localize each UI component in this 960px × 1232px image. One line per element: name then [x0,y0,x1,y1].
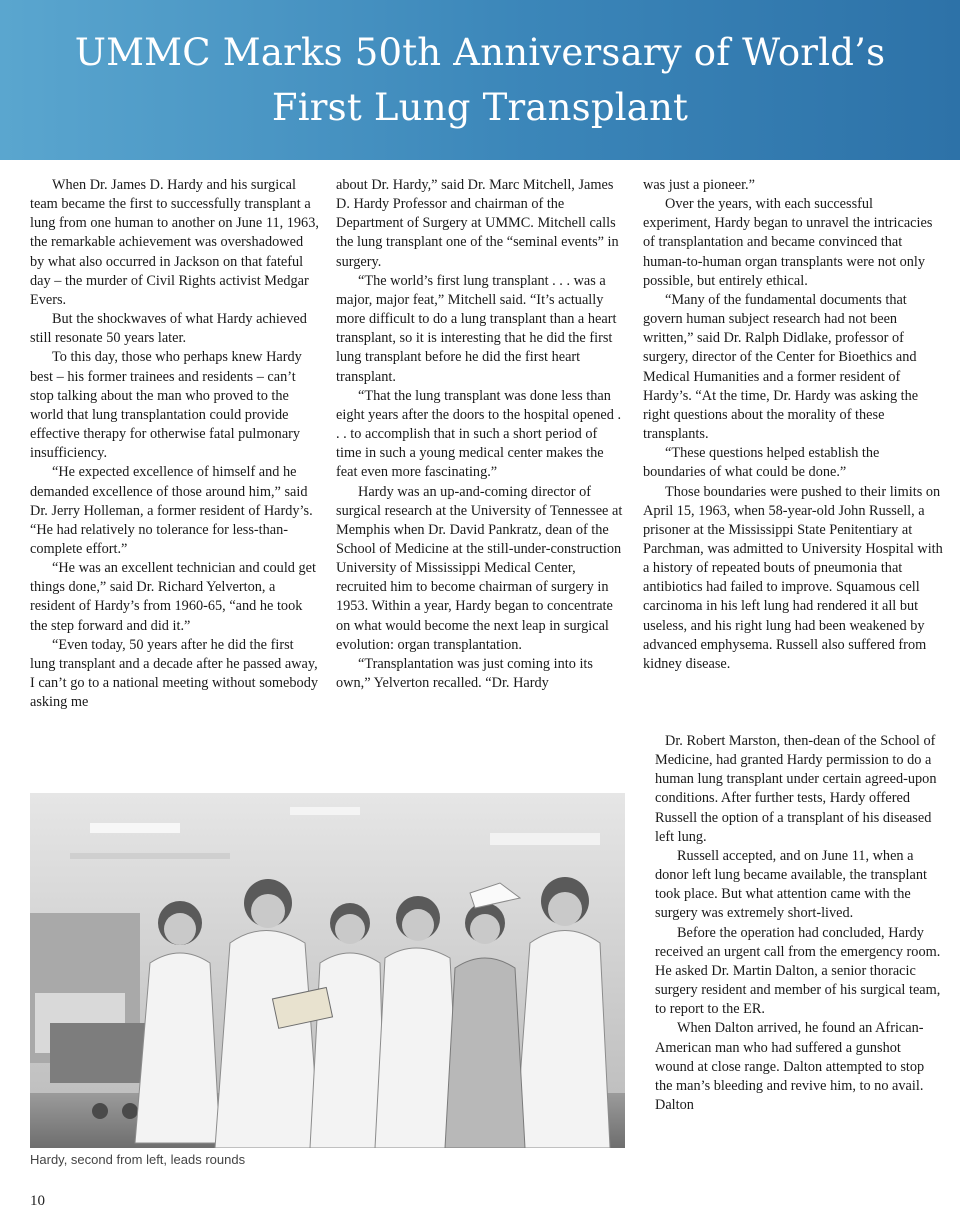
title-banner [0,0,960,160]
photo-illustration [30,793,625,1148]
paragraph: Dr. Robert Marston, then-dean of the School of Medicine, had granted Hardy permission to do a human lung transplant under certain agreed-upon conditions. After further tests, Hardy offered Russell the option of a transplant of his diseased left lung. [655,733,937,845]
paragraph: “Many of the fundamental documents that govern human subject research had not been written,” said Dr. Ralph Didlake, professor of surgery, director of the Center for Bioethics and Medical Humanities and a former resident of Hardy’s. “At the time, Dr. Hardy was asking the right questions about the morality of these transplants. [643,291,919,443]
paragraph: But the shockwaves of what Hardy achieved still resonate 50 years later. [30,311,307,347]
paragraph: about Dr. Hardy,” said Dr. Marc Mitchell, James D. Hardy Professor and chairman of the Department of Surgery at UMMC. Mitchell calls the lung transplant one of the “seminal events” in surgery. [336,177,619,270]
article-column-1 [30,176,320,712]
paragraph: “He was an excellent technician and could get things done,” said Dr. Richard Yelverton, a resident of Hardy’s from 1960-65, “and he took the step forward and did it.” [30,560,316,634]
rounds-photo [30,793,625,1148]
paragraph: Over the years, with each successful experiment, Hardy began to unravel the intricacies of transplantation and became convinced that human-to-human organ transplants were not only possible, but entirely ethical. [643,196,933,289]
paragraph: “Even today, 50 years after he did the first lung transplant and a decade after he passed away, I can’t go to a national meeting without somebody asking me [30,636,318,711]
paragraph: “These questions helped establish the boundaries of what could be done.” [643,445,880,481]
paragraph: To this day, those who perhaps knew Hardy best – his former trainees and residents – can’t stop talking about the man who proved to the world that lung transplantation could provide effective therapy for otherwise fatal pulmonary insufficiency. [30,349,302,462]
page-number: 10 [30,1193,45,1209]
article-column-2 [336,176,626,693]
paragraph: Before the operation had concluded, Hardy received an urgent call from the emergency room. He asked Dr. Martin Dalton, a senior thoracic surgery resident and member of his surgical team, to report to the ER. [655,924,941,1018]
article-title: UMMC Marks 50th Anniversary of World’s First Lung Transplant [74,31,886,129]
paragraph: Those boundaries were pushed to their limits on April 15, 1963, when 58-year-old John Russell, a prisoner at the Mississippi State Penitentiary at Parchman, was admitted to University Hospital with a history of repeated bouts of pneumonia that antibiotics had failed to improve. Squamous cell carcinoma in his left lung had rendered it all but useless, and his right lung had been weakened by advanced emphysema. Russell also suffered from kidney disease. [643,483,943,672]
paragraph: When Dalton arrived, he found an African-American man who had suffered a gunshot wound at close range. Dalton attempted to stop the man’s bleeding and revive him, to no avail. Dalton [655,1020,925,1113]
paragraph: “He expected excellence of himself and he demanded excellence of those around him,” said Dr. Jerry Holleman, a former resident of Hardy’s. “He had relatively no tolerance for less-than-complete effort.” [30,464,313,557]
article-column-3-top [643,176,943,674]
paragraph: Hardy was an up-and-coming director of surgical research at the University of Tennessee at Memphis when Dr. David Pankratz, dean of the School of Medicine at the still-under-construction University of Mississippi Medical Center, recruited him to become chairman of surgery in 1953. Within a year, Hardy began to concentrate on what would become the next leap in surgical evolution: organ transplantation. [336,483,623,653]
photo-caption: Hardy, second from left, leads rounds [30,1152,246,1167]
paragraph: was just a pioneer.” [643,177,755,193]
paragraph: “Transplantation was just coming into its own,” Yelverton recalled. “Dr. Hardy [336,655,593,692]
paragraph: Russell accepted, and on June 11, when a donor left lung became available, the transplant took place. But what attention came with the surgery was extremely short-lived. [655,847,927,922]
paragraph: “The world’s first lung transplant . . . was a major, major feat,” Mitchell said. “It’s actually more difficult to do a lung transplant than a heart transplant, so it is interesting that he did the first lung transplant before he did the first heart transplant. [336,272,617,385]
paragraph: “That the lung transplant was done less than eight years after the doors to the hospital opened . . . to accomplish that in such a short period of time in such a young medical center makes the feat even more fascinating.” [336,387,622,481]
paragraph: When Dr. James D. Hardy and his surgical team became the first to successfully transplant a lung from one human to another on June 11, 1963, the remarkable achievement was overshadowed by what also occurred in Jackson on that fateful day – the murder of Civil Rights activist Medgar Evers. [30,177,319,308]
article-column-3-bottom [643,732,943,1115]
